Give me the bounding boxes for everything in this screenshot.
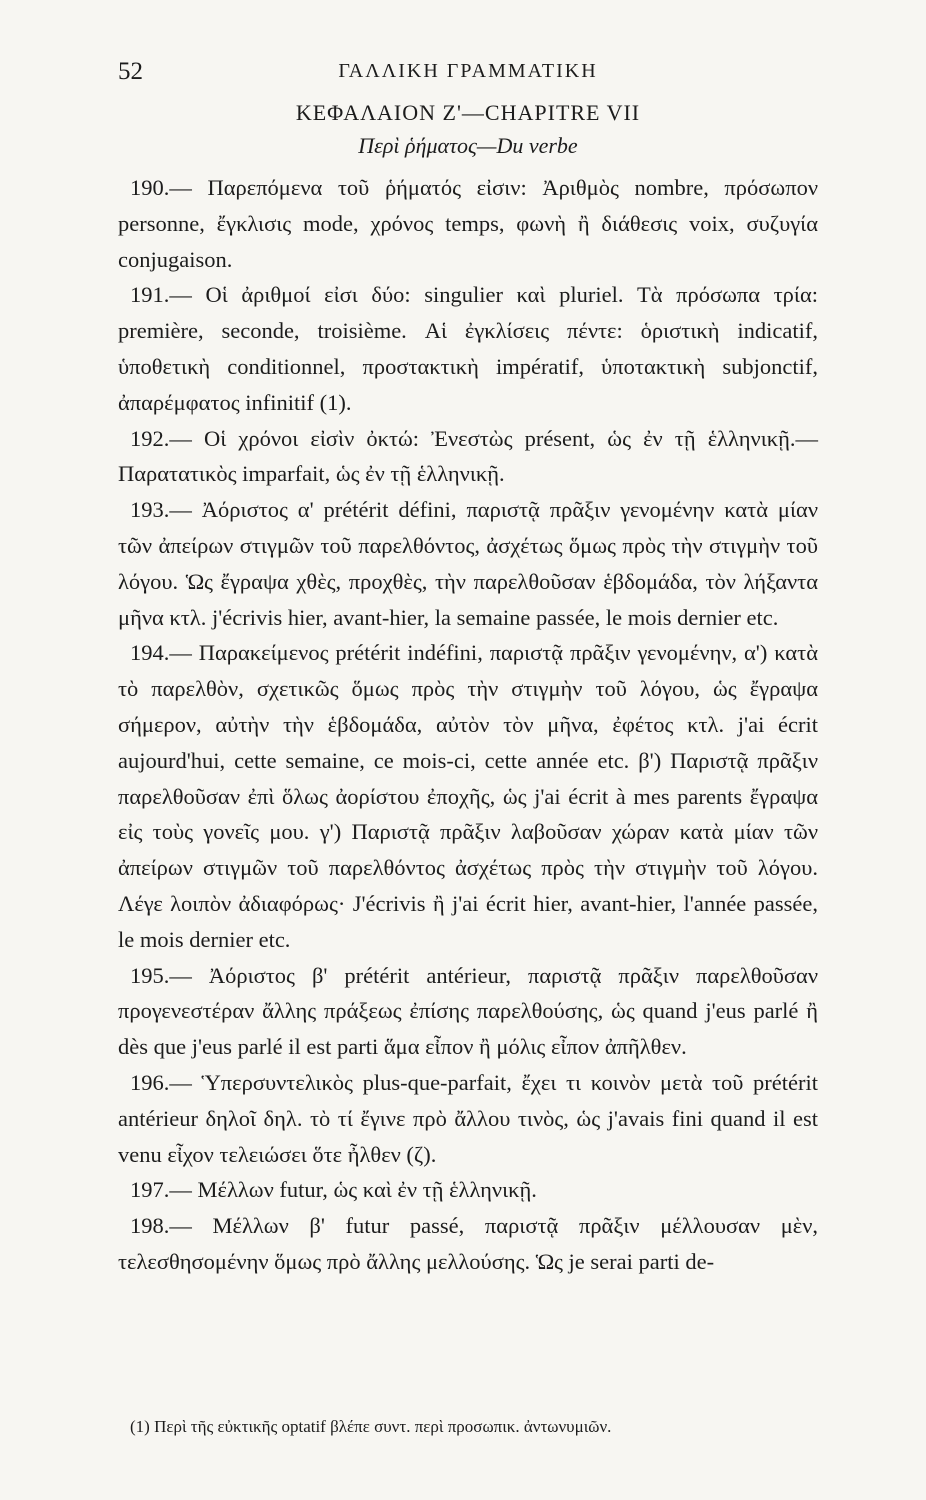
footnote: (1) Περὶ τῆς εὐκτικῆς optatif βλέπε συντ. περὶ προσωπικ. ἀντωνυμιῶν. xyxy=(130,1417,612,1436)
paragraph-text: — Οἱ χρόνοι εἰσὶν ὀκτώ: Ἐνεστὼς présent, ὡς ἐν τῇ ἑλληνικῇ.— Παρατατικὸς imparfait, ὡς ἐν τῇ ἑλληνικῇ. xyxy=(118,425,818,487)
body-text xyxy=(118,170,818,1280)
paragraph-190 xyxy=(118,170,818,277)
paragraph-198 xyxy=(118,1208,818,1280)
paragraph-number: 196. xyxy=(130,1069,170,1095)
paragraph-191 xyxy=(118,277,818,420)
paragraph-number: 190. xyxy=(130,175,170,200)
page-number: 52 xyxy=(118,58,143,85)
paragraph-192 xyxy=(118,421,818,493)
paragraph-197 xyxy=(118,1172,818,1208)
paragraph-number: 195. xyxy=(130,962,170,988)
paragraph-text: — Ἀόριστος α' prétérit défini, παριστᾷ πρᾶξιν γενομένην κατὰ μίαν τῶν ἀπείρων στιγμῶν τοῦ παρελθόντος, ἀσχέτως ὅμως πρὸς τὴν στιγμὴν τοῦ λόγου. Ὡς ἔγραψα χθὲς, προχθὲς, τὴν παρελθοῦσαν ἑβδομάδα, τὸν λήξαντα μῆνα κτλ. j'écrivis hier, avant-hier, la semaine passée, le mois dernier etc. xyxy=(118,497,818,630)
paragraph-number: 193. xyxy=(130,497,170,523)
paragraph-194 xyxy=(118,635,818,957)
paragraph-number: 197. xyxy=(130,1177,170,1203)
page-header xyxy=(118,58,818,90)
paragraph-195 xyxy=(118,958,818,1065)
paragraph-number: 192. xyxy=(130,425,170,451)
chapter-heading: ΚΕΦΑΛΑΙΟΝ Ζ'—CHAPITRE VII xyxy=(295,100,641,125)
paragraph-196 xyxy=(118,1065,818,1172)
paragraph-number: 191. xyxy=(130,282,170,308)
paragraph-193 xyxy=(118,492,818,635)
paragraph-text: — Μέλλων futur, ὡς καὶ ἐν τῇ ἑλληνικῇ. xyxy=(169,1177,537,1203)
running-title: ΓΑΛΛΙΚΗ ΓΡΑΜΜΑΤΙΚΗ xyxy=(338,60,598,82)
paragraph-number: 198. xyxy=(130,1213,170,1239)
paragraph-text: — Ἀόριστος β' prétérit antérieur, παριστᾷ πρᾶξιν παρελθοῦσαν προγενεστέραν ἄλλης πράξεως ἐπίσης παρελθούσης, ὡς quand j'eus parlé ἢ dès que j'eus parlé il est parti ἅμα εἶπον ἢ μόλις εἶπον ἀπῆλθεν. xyxy=(118,962,818,1060)
section-subtitle: Περὶ ῥήματος—Du verbe xyxy=(358,133,578,158)
paragraph-text: — Μέλλων β' futur passé, παριστᾷ πρᾶξιν μέλλουσαν μὲν, τελεσθησομένην ὅμως πρὸ ἄλλης μελλούσης. Ὡς je serai parti de- xyxy=(118,1213,818,1274)
paragraph-text: — Παρακείμενος prétérit indéfini, παριστᾷ πρᾶξιν γενομένην, α') κατὰ τὸ παρελθὸν, σχετικῶς ὅμως πρὸς τὴν στιγμὴν τοῦ λόγου, ὡς ἔγραψα σήμερον, αὐτὴν τὴν ἑβδομάδα, αὐτὸν τὸν μῆνα, ἐφέτος κτλ. j'ai écrit aujourd'hui, cette semaine, ce mois-ci, cette année etc. β') Παριστᾷ πρᾶξιν παρελθοῦσαν ἐπὶ ὅλως ἀορίστου ἐποχῆς, ὡς j'ai écrit à mes parents ἔγραψα εἰς τοὺς γονεῖς μου. γ') Παριστᾷ πρᾶξιν λαβοῦσαν χώραν κατὰ μίαν τῶν ἀπείρων στιγμῶν τοῦ παρελθόντος ἀσχέτως πρὸς τὴν στιγμὴν τοῦ λόγου. Λέγε λοιπὸν ἀδιαφόρως· J'écrivis ἢ j'ai écrit hier, avant-hier, l'année passée, le mois dernier etc. xyxy=(118,640,818,952)
paragraph-text: — Οἱ ἀριθμοί εἰσι δύο: singulier καὶ pluriel. Τὰ πρόσωπα τρία: première, seconde, troisième. Αἱ ἐγκλίσεις πέντε: ὁριστικὴ indicatif, ὑποθετικὴ conditionnel, προστακτικὴ impératif, ὑποτακτικὴ subjonctif, ἀπαρέμφατος infinitif (1). xyxy=(118,282,818,415)
paragraph-text: — Ὑπερσυντελικὸς plus-que-parfait, ἔχει τι κοινὸν μετὰ τοῦ prétérit antérieur δηλοῖ δηλ. τὸ τί ἔγινε πρὸ ἄλλου τινὸς, ὡς j'avais fini quand il est venu εἶχον τελειώσει ὅτε ἦλθεν (ζ). xyxy=(118,1069,818,1167)
paragraph-number: 194. xyxy=(130,640,170,666)
paragraph-text: — Παρεπόμενα τοῦ ῥήματός εἰσιν: Ἀριθμὸς nombre, πρόσωπον personne, ἔγκλισις mode, χρόνος temps, φωνὴ ἢ διάθεσις voix, συζυγία conjugaison. xyxy=(118,175,818,272)
